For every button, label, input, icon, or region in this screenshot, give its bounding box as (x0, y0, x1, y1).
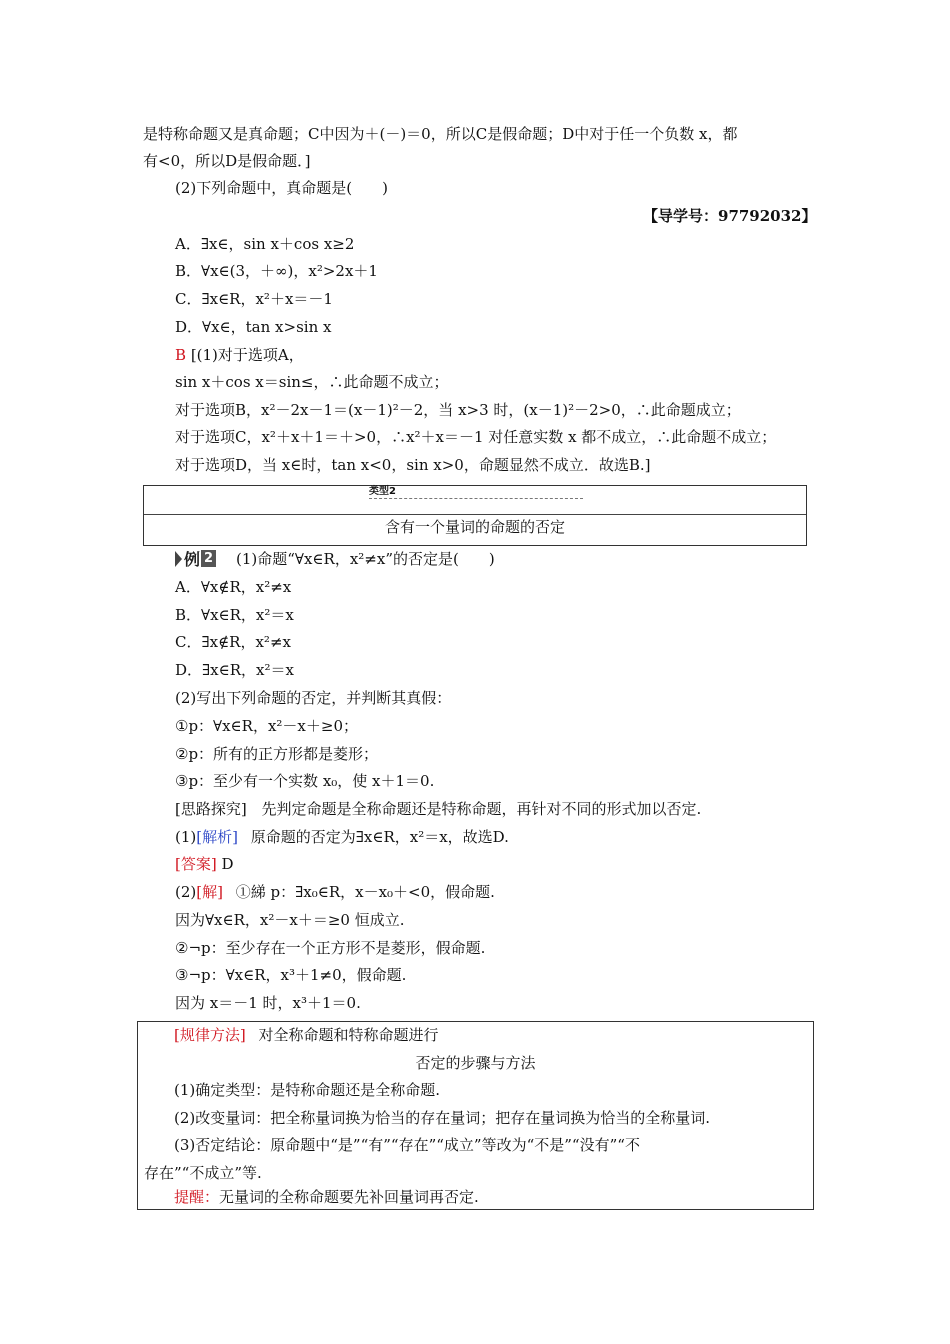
answer-label: [答案] (175, 855, 217, 873)
option-d: D．∃x∈R，x²＝x (175, 661, 294, 679)
tip-text: 无量词的全称命题要先补回量词再否定. (219, 1188, 479, 1206)
option-b: B．∀x∈(3，＋∞)，x²>2x＋1 (175, 262, 378, 280)
solution-1 (175, 827, 509, 847)
method-step: 存在”“不成立”等. (144, 1164, 262, 1182)
answer-line (175, 854, 234, 874)
example-badge (175, 547, 216, 570)
analysis-label: [解析] (196, 828, 238, 846)
thinking-text: 先判定命题是全称命题还是特称命题，再针对不同的形式加以否定. (261, 800, 702, 818)
method-step: (1)确定类型：是特称命题还是全称命题. (174, 1081, 441, 1099)
solution-prefix: (1) (175, 828, 197, 846)
option-c: C．∃x∉R，x²≠x (175, 633, 291, 651)
method-label: [规律方法] (174, 1026, 246, 1044)
solution-prefix: (2) (175, 883, 197, 901)
solution-label: [解] (196, 883, 223, 901)
method-subtitle: 否定的步骤与方法 (415, 1054, 536, 1072)
question-2-stem: (2)下列命题中，真命题是( ) (175, 179, 388, 197)
example-number: 2 (201, 550, 216, 567)
divider (369, 498, 583, 499)
proposition: ②p：所有的正方形都是菱形； (175, 745, 379, 763)
section-title: 含有一个量词的命题的否定 (384, 518, 565, 536)
arrow-icon (175, 551, 182, 567)
method-step: (2)改变量词：把全称量词换为恰当的存在量词；把存在量词换为恰当的全称量词. (174, 1109, 711, 1127)
option-a: A．∀x∉R，x²≠x (175, 578, 292, 596)
tip-label: 提醒： (174, 1188, 220, 1206)
thinking-line (175, 799, 701, 819)
text-line: 有<0，所以D是假命题．] (143, 152, 311, 170)
type-tab: 类型2 (369, 486, 396, 497)
method-intro: 对全称命题和特称命题进行 (258, 1026, 439, 1044)
solution-line: 因为∀x∈R，x²－x＋＝≥0 恒成立. (175, 911, 405, 929)
thinking-label: [思路探究] (175, 800, 247, 818)
text-line: 是特称命题又是真命题；C中因为＋(－)＝0，所以C是假命题；D中对于任一个负数 x，都 (143, 125, 738, 143)
answer-line: 对于选项C，x²＋x＋1＝＋>0，∴x²＋x＝－1 对任意实数 x 都不成立，∴此命题不成立； (175, 428, 777, 446)
solution-text: 原命题的否定为∃x∈R，x²＝x，故选D. (250, 828, 509, 846)
answer-text: [(1)对于选项A， (190, 346, 304, 364)
proposition: ①p：∀x∈R，x²－x＋≥0； (175, 717, 359, 735)
tip-line (174, 1187, 479, 1207)
option-c: C．∃x∈R，x²＋x＝－1 (175, 290, 333, 308)
guide-number: 【导学号：97792032】 (643, 207, 817, 225)
option-a: A．∃x∈，sin x＋cos x≥2 (175, 235, 355, 253)
method-step: (3)否定结论：原命题中“是”“有”“存在”“成立”等改为“不是”“没有”“不 (174, 1136, 640, 1154)
answer-line (175, 345, 304, 365)
answer-value: D (221, 855, 234, 873)
answer-letter: B (175, 346, 187, 364)
type-box (143, 485, 807, 546)
proposition: ③p：至少有一个实数 x₀，使 x＋1＝0. (175, 772, 435, 790)
method-box (137, 1021, 814, 1210)
method-intro-line (174, 1025, 439, 1045)
answer-line: 对于选项B，x²－2x－1＝(x－1)²－2，当 x>3 时，(x－1)²－2>0，∴此命题成立； (175, 401, 741, 419)
solution-text: ①綈 p：∃x₀∈R，x－x₀＋<0，假命题. (235, 883, 495, 901)
answer-line: 对于选项D，当 x∈时，tan x<0，sin x>0，命题显然不成立．故选B.] (175, 456, 651, 474)
option-d: D．∀x∈，tan x>sin x (175, 318, 332, 336)
solution-line: 因为 x＝－1 时，x³＋1＝0. (175, 994, 361, 1012)
example-label: 例 (184, 550, 201, 569)
answer-line: sin x＋cos x＝sin≤，∴此命题不成立； (175, 373, 449, 391)
part-2-stem: (2)写出下列命题的否定，并判断其真假： (175, 689, 452, 707)
option-b: B．∀x∈R，x²＝x (175, 606, 294, 624)
solution-2 (175, 882, 495, 902)
solution-line: ②¬p：至少存在一个正方形不是菱形，假命题. (175, 939, 486, 957)
example-question: (1)命题“∀x∈R，x²≠x”的否定是( ) (236, 550, 495, 568)
divider (144, 514, 806, 515)
solution-line: ③¬p：∀x∈R，x³＋1≠0，假命题. (175, 966, 407, 984)
